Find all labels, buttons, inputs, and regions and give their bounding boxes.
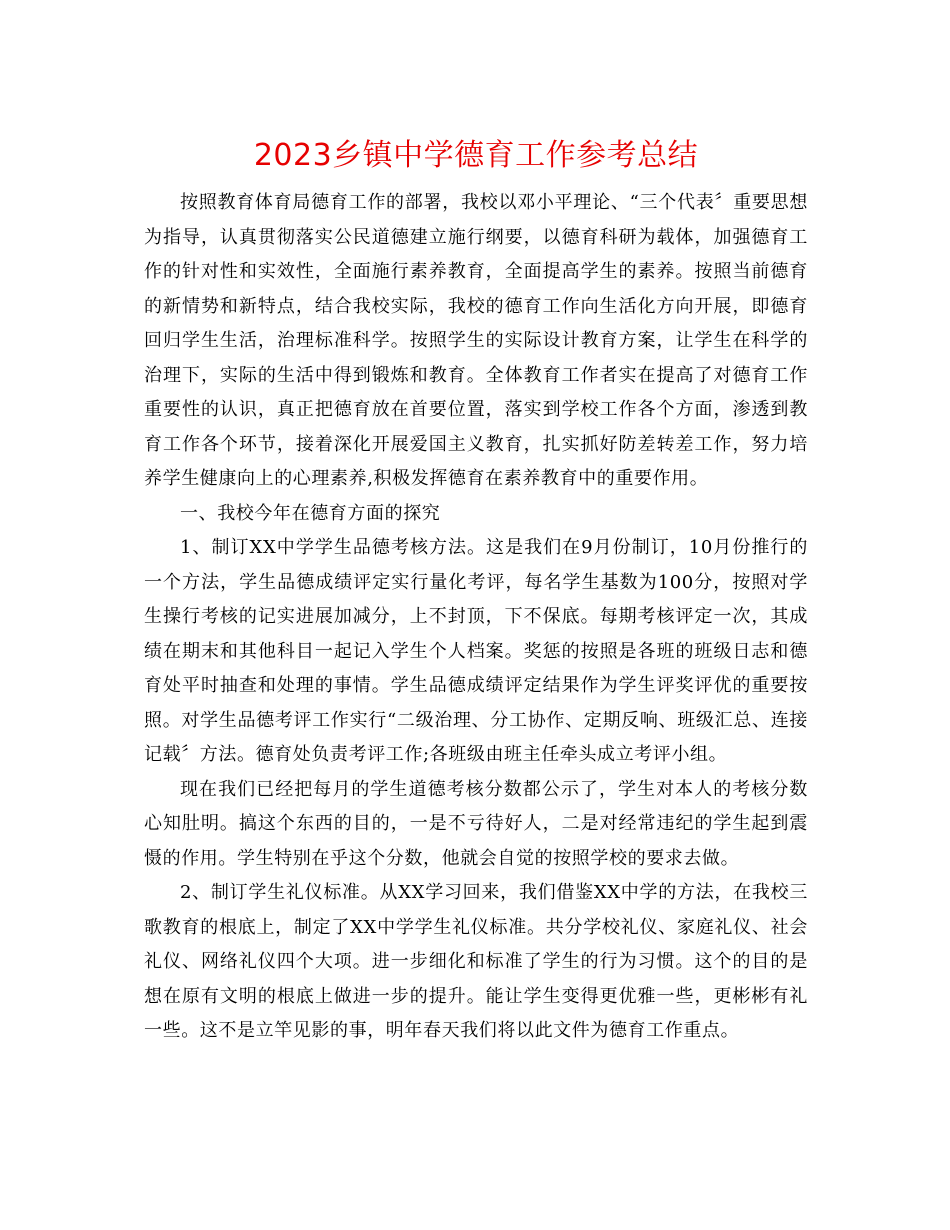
- document-title: 2023乡镇中学德育工作参考总结: [253, 138, 699, 173]
- paragraph-item-1-followup: 现在我们已经把每月的学生道德考核分数都公示了，学生对本人的考核分数心知肚明。搞这个东西的目的，一是不亏待好人，二是对经常违纪的学生起到震慑的作用。学生特别在乎这个分数，他就会自觉的按照学校的要求去做。: [144, 778, 808, 869]
- paragraph-intro: 按照教育体育局德育工作的部署，我校以邓小平理论、“三个代表〞重要思想为指导，认真贯彻落实公民道德建立施行纲要，以德育科研为载体，加强德育工作的针对性和实效性，全面施行素养教育，全面提高学生的素养。按照当前德育的新情势和新特点，结合我校实际，我校的德育工作向生活化方向开展，即德育回归学生生活，治理标准科学。按照学生的实际设计教育方案，让学生在科学的治理下，实际的生活中得到锻炼和教育。全体教育工作者实在提高了对德育工作重要性的认识，真正把德育放在首要位置，落实到学校工作各个方面，渗透到教育工作各个环节，接着深化开展爱国主义教育，扎实抓好防差转差工作，努力培养学生健康向上的心理素养,积极发挥德育在素养教育中的重要作用。: [144, 192, 808, 489]
- section-heading-1: 一、我校今年在德育方面的探究: [180, 502, 441, 524]
- document-page: [144, 134, 808, 1049]
- paragraph-item-1: 1、制订XX中学学生品德考核方法。这是我们在9月份制订，10月份推行的一个方法，学生品德成绩评定实行量化考评，每名学生基数为100分，按照对学生操行考核的记实进展加减分，上不封顶，下不保底。每期考核评定一次，其成绩在期末和其他科目一起记入学生个人档案。奖惩的按照是各班的班级日志和德育处平时抽查和处理的事情。学生品德成绩评定结果作为学生评奖评优的重要按照。对学生品德考评工作实行“二级治理、分工协作、定期反响、班级汇总、连接记载〞方法。德育处负责考评工作;各班级由班主任牵头成立考评小组。: [144, 537, 808, 765]
- paragraph-item-2: 2、制订学生礼仪标准。从XX学习回来，我们借鉴XX中学的方法，在我校三歌教育的根底上，制定了XX中学学生礼仪标准。共分学校礼仪、家庭礼仪、社会礼仪、网络礼仪四个大项。进一步细化和标准了学生的行为习惯。这个的目的是想在原有文明的根底上做进一步的提升。能让学生变得更优雅一些，更彬彬有礼一些。这不是立竿见影的事，明年春天我们将以此文件为德育工作重点。: [144, 882, 808, 1041]
